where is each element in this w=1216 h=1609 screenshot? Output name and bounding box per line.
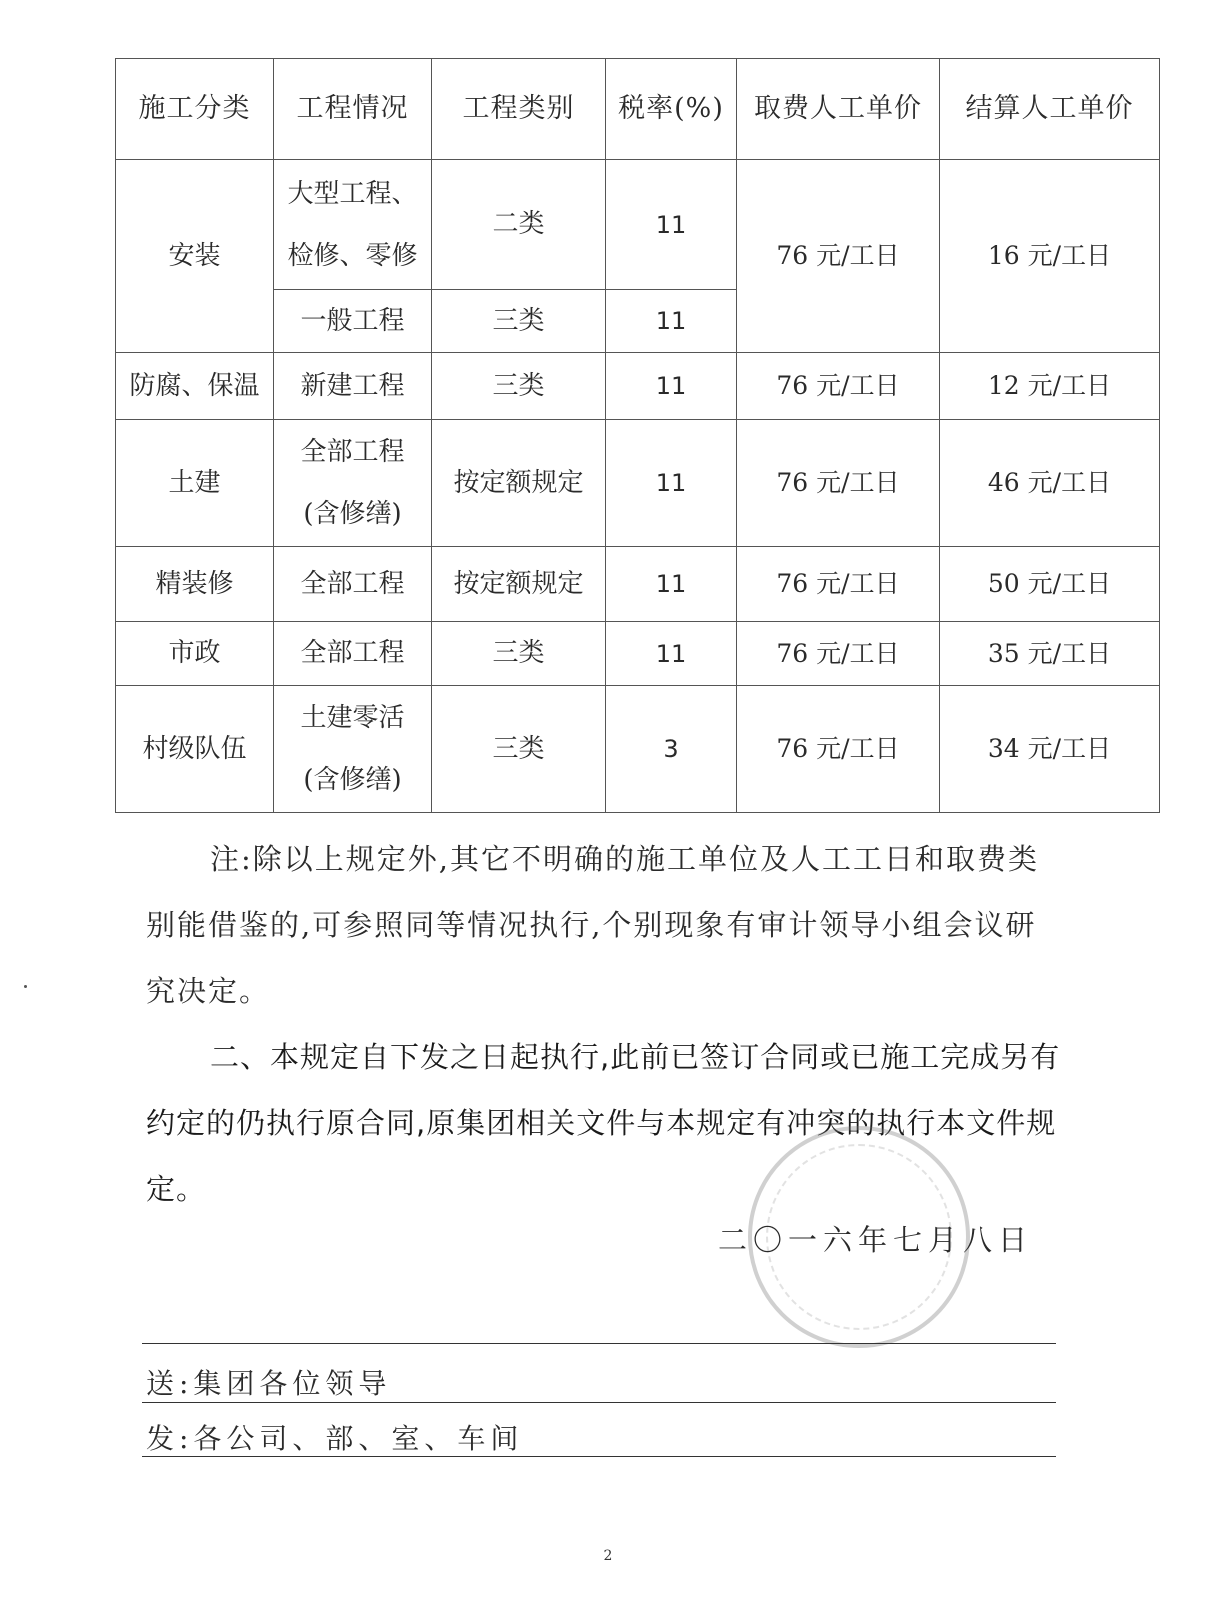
distribution-issue: 发:各公司、部、室、车间 [146,1422,524,1455]
cell-tax: 11 [606,420,737,547]
cell-category: 土建 [116,420,274,547]
cell-tax: 11 [606,290,737,353]
header-fee-labor-price: 取费人工单价 [737,59,940,160]
cell-settle-price: 35 元/工日 [940,622,1160,686]
header-project-situation: 工程情况 [274,59,432,160]
header-tax-rate: 税率(%) [606,59,737,160]
table-row [116,622,1160,686]
cell-situation: 全部工程 (含修缮) [274,420,432,547]
cell-class: 按定额规定 [432,547,606,622]
cell-fee-price: 76 元/工日 [737,420,940,547]
cell-class: 按定额规定 [432,420,606,547]
cell-fee-price: 76 元/工日 [737,353,940,420]
cell-fee-price: 76 元/工日 [737,622,940,686]
cell-tax: 11 [606,622,737,686]
divider-line [142,1402,1056,1403]
cell-fee-price: 76 元/工日 [737,160,940,353]
table-header-row [116,59,1160,160]
cell-settle-price: 46 元/工日 [940,420,1160,547]
cell-category: 精装修 [116,547,274,622]
cell-class: 三类 [432,622,606,686]
cell-tax: 3 [606,686,737,813]
scan-speck [24,985,27,988]
distribution-send: 送:集团各位领导 [146,1367,392,1400]
cell-situation: 大型工程、 检修、零修 [274,160,432,290]
cell-situation: 新建工程 [274,353,432,420]
cell-category: 安装 [116,160,274,353]
cell-class: 二类 [432,160,606,290]
header-project-class: 工程类别 [432,59,606,160]
table-row [116,353,1160,420]
divider-line [142,1456,1056,1457]
header-construction-type: 施工分类 [116,59,274,160]
cell-class: 三类 [432,290,606,353]
page-number: 2 [603,1548,613,1564]
table-row [116,160,1160,290]
cell-settle-price: 12 元/工日 [940,353,1160,420]
cell-situation: 土建零活 (含修缮) [274,686,432,813]
note-paragraph: 注:除以上规定外,其它不明确的施工单位及人工工日和取费类别能借鉴的,可参照同等情况执行,个别现象有审计领导小组会议研究决定。 [146,842,1039,1008]
cell-situation: 一般工程 [274,290,432,353]
table-row [116,420,1160,547]
cell-category: 市政 [116,622,274,686]
table-row [116,686,1160,813]
cell-settle-price: 16 元/工日 [940,160,1160,353]
cell-situation: 全部工程 [274,547,432,622]
table-row [116,547,1160,622]
cell-tax: 11 [606,547,737,622]
cell-situation: 全部工程 [274,622,432,686]
cell-category: 防腐、保温 [116,353,274,420]
cell-settle-price: 50 元/工日 [940,547,1160,622]
cell-category: 村级队伍 [116,686,274,813]
header-settle-labor-price: 结算人工单价 [940,59,1160,160]
cell-fee-price: 76 元/工日 [737,547,940,622]
cell-tax: 11 [606,353,737,420]
cell-class: 三类 [432,353,606,420]
issue-date: 二〇一六年七月八日 [718,1223,1034,1257]
cell-tax: 11 [606,160,737,290]
clause-two-paragraph: 二、本规定自下发之日起执行,此前已签订合同或已施工完成另有约定的仍执行原合同,原集团相关文件与本规定有冲突的执行本文件规定。 [146,1040,1061,1206]
cell-class: 三类 [432,686,606,813]
labor-rate-table [115,58,1160,813]
cell-fee-price: 76 元/工日 [737,686,940,813]
divider-line [142,1343,1056,1344]
cell-settle-price: 34 元/工日 [940,686,1160,813]
